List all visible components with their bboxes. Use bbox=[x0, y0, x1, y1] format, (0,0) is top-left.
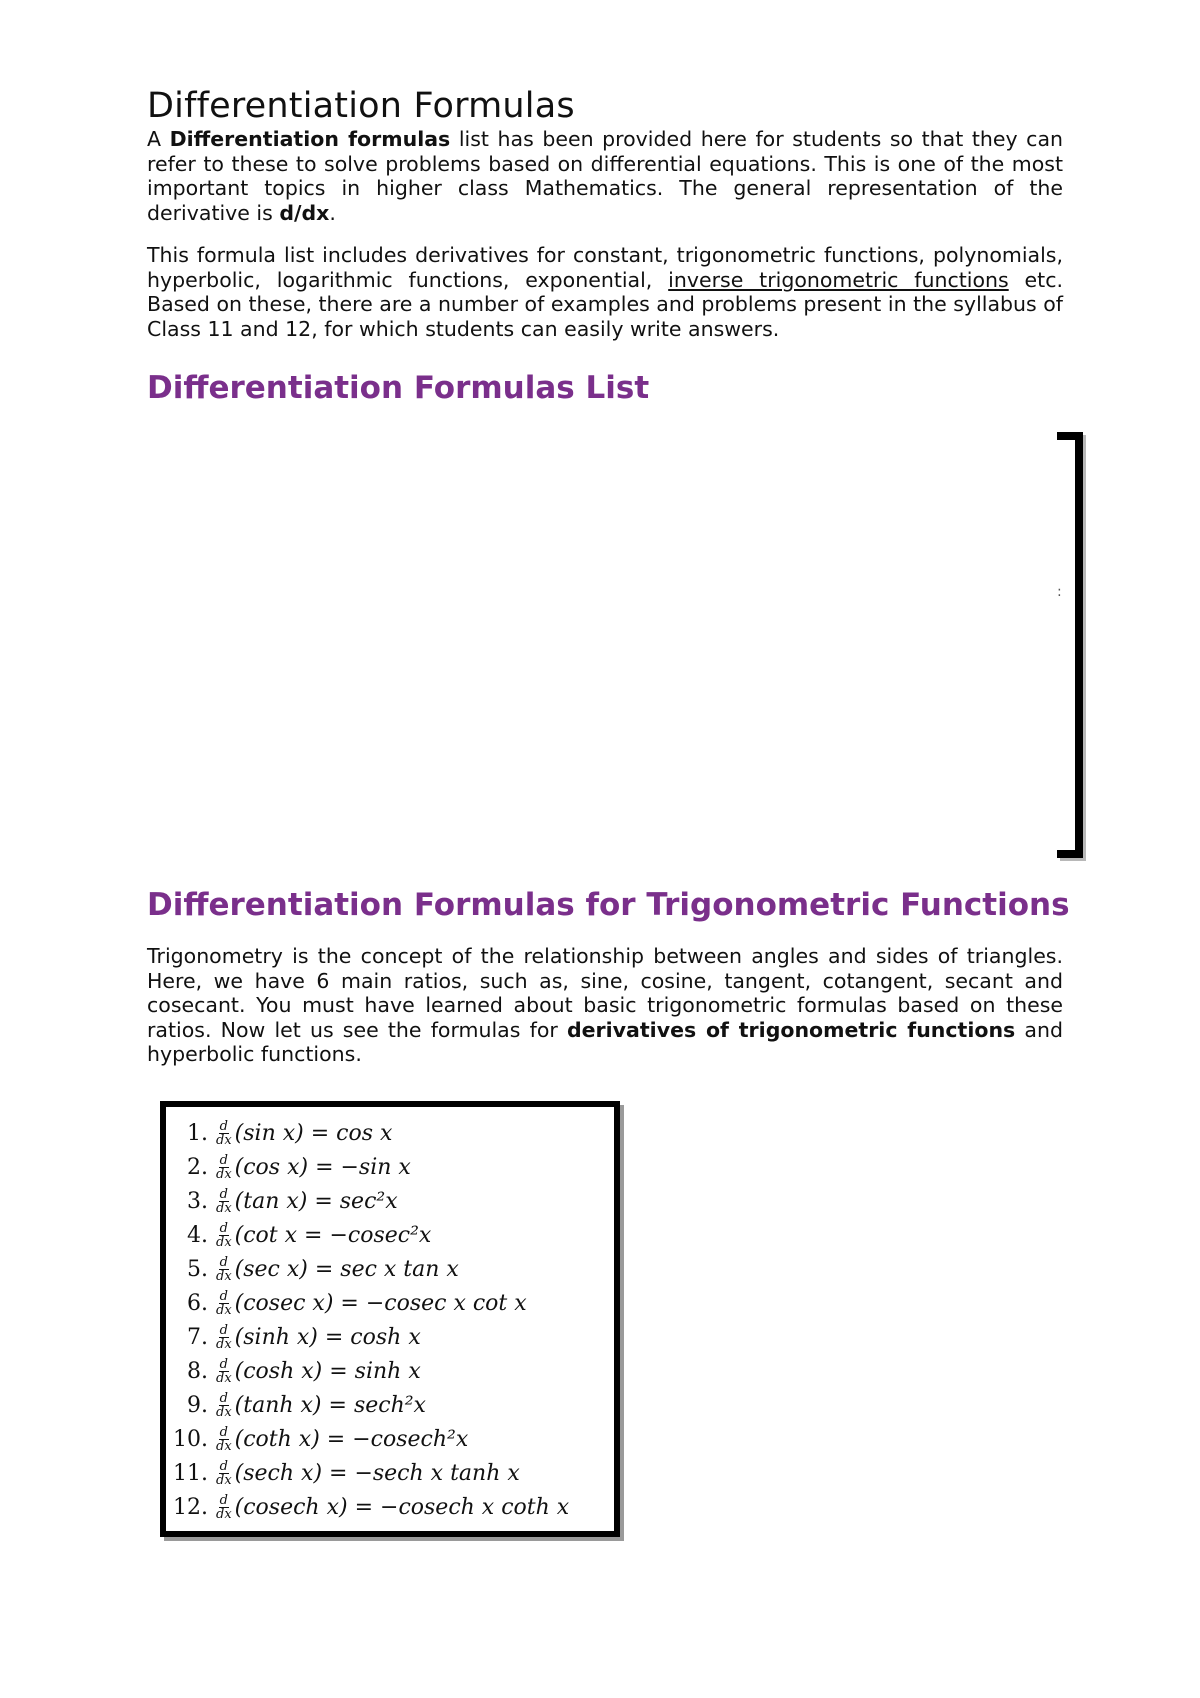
formula-expression: (cosec x) = −cosec x cot x bbox=[234, 1290, 527, 1316]
formula-expression: (sech x) = −sech x tanh x bbox=[234, 1460, 520, 1486]
operator-numerator: d bbox=[219, 1118, 228, 1134]
operator-numerator: d bbox=[219, 1288, 228, 1304]
formula-row bbox=[166, 1286, 614, 1320]
derivative-notation: d/dx bbox=[279, 200, 330, 225]
formula-expression: (cosech x) = −cosech x coth x bbox=[234, 1494, 570, 1520]
operator-denominator: dx bbox=[216, 1200, 232, 1216]
operator-denominator: dx bbox=[216, 1336, 232, 1352]
derivative-operator bbox=[216, 1358, 232, 1385]
derivative-operator bbox=[216, 1120, 232, 1147]
operator-numerator: d bbox=[219, 1254, 228, 1270]
derivative-operator bbox=[216, 1290, 232, 1317]
formula-row bbox=[166, 1150, 614, 1184]
operator-denominator: dx bbox=[216, 1472, 232, 1488]
formula-row bbox=[166, 1354, 614, 1388]
formula-row bbox=[166, 1422, 614, 1456]
formula-expression: (cot x = −cosec²x bbox=[234, 1222, 432, 1248]
page-title: Differentiation Formulas bbox=[147, 86, 575, 126]
formula-number: 2. bbox=[187, 1154, 208, 1180]
formula-row bbox=[166, 1456, 614, 1490]
trig-paragraph bbox=[147, 944, 1063, 1067]
intro-paragraph bbox=[147, 127, 1063, 225]
section-heading-list: Differentiation Formulas List bbox=[147, 370, 650, 406]
formula-number: 7. bbox=[187, 1324, 208, 1350]
list-text-b: etc. Based on these, there are a number of examples and problems present in the syllabus of Class 11 and 12, for which students can easily write answers. bbox=[147, 267, 1063, 341]
derivative-operator bbox=[216, 1222, 232, 1249]
formula-number: 8. bbox=[187, 1358, 208, 1384]
section-heading-trig: Differentiation Formulas for Trigonometric Functions bbox=[147, 887, 1070, 923]
operator-denominator: dx bbox=[216, 1404, 232, 1420]
operator-numerator: d bbox=[219, 1424, 228, 1440]
formula-number: 1. bbox=[187, 1120, 208, 1146]
trig-text-b: and hyperbolic functions. bbox=[147, 1017, 1063, 1066]
formula-number: 3. bbox=[187, 1188, 208, 1214]
intro-text-b: list has been provided here for students so that they can refer to these to solve problems based on differential equations. This is one of the most important topics in higher class Mathematics. The general representation of the derivative is bbox=[147, 127, 1064, 225]
operator-numerator: d bbox=[219, 1152, 228, 1168]
formula-expression: (cosh x) = sinh x bbox=[234, 1358, 421, 1384]
formula-row bbox=[166, 1252, 614, 1286]
derivative-operator bbox=[216, 1324, 232, 1351]
trig-text-a: Trigonometry is the concept of the relationship between angles and sides of triangles. Here, we have 6 main ratios, such as, sine, cosine, tangent, cotangent, secant and cosecant. You must have learned about basic trigonometric formulas based on these ratios. Now let us see the formulas for bbox=[147, 944, 1063, 1042]
intro-bold-term: Differentiation formulas bbox=[169, 127, 451, 151]
formula-row bbox=[166, 1388, 614, 1422]
list-text-a: This formula list includes derivatives for constant, trigonometric functions, polynomials, hyperbolic, logarithmic functions, exponential, bbox=[147, 243, 1063, 292]
intro-text-a: A bbox=[147, 127, 170, 151]
trig-formula-image bbox=[160, 1101, 620, 1537]
operator-denominator: dx bbox=[216, 1370, 232, 1386]
intro-text-c: . bbox=[329, 200, 336, 225]
derivative-operator bbox=[216, 1426, 232, 1453]
operator-denominator: dx bbox=[216, 1166, 232, 1182]
operator-numerator: d bbox=[219, 1322, 228, 1338]
operator-denominator: dx bbox=[216, 1302, 232, 1318]
formula-number: 5. bbox=[187, 1256, 208, 1282]
derivative-operator bbox=[216, 1256, 232, 1283]
operator-numerator: d bbox=[219, 1492, 228, 1508]
derivative-operator bbox=[216, 1494, 232, 1521]
operator-numerator: d bbox=[219, 1390, 228, 1406]
formula-expression: (coth x) = −cosech²x bbox=[234, 1426, 469, 1452]
derivative-operator bbox=[216, 1392, 232, 1419]
operator-numerator: d bbox=[219, 1356, 228, 1372]
operator-denominator: dx bbox=[216, 1268, 232, 1284]
formula-row bbox=[166, 1218, 614, 1252]
formula-expression: (sinh x) = cosh x bbox=[234, 1324, 421, 1350]
formula-number: 4. bbox=[187, 1222, 208, 1248]
formula-row bbox=[166, 1184, 614, 1218]
formula-row bbox=[166, 1490, 614, 1524]
formula-row bbox=[166, 1116, 614, 1150]
stray-mark: : bbox=[1057, 584, 1062, 600]
formula-number: 9. bbox=[187, 1392, 208, 1418]
formula-number: 12. bbox=[173, 1494, 208, 1520]
formula-expression: (tan x) = sec²x bbox=[234, 1188, 398, 1214]
formula-expression: (cos x) = −sin x bbox=[234, 1154, 411, 1180]
derivative-operator bbox=[216, 1154, 232, 1181]
operator-denominator: dx bbox=[216, 1438, 232, 1454]
image-frame-bracket bbox=[1057, 432, 1083, 858]
derivative-operator bbox=[216, 1188, 232, 1215]
operator-numerator: d bbox=[219, 1186, 228, 1202]
inverse-trig-link[interactable]: inverse trigonometric functions bbox=[668, 267, 1009, 292]
trig-bold-term: derivatives of trigonometric functions bbox=[566, 1017, 1016, 1042]
operator-numerator: d bbox=[219, 1458, 228, 1474]
operator-numerator: d bbox=[219, 1220, 228, 1236]
formula-list bbox=[166, 1107, 614, 1524]
formula-number: 10. bbox=[173, 1426, 208, 1452]
operator-denominator: dx bbox=[216, 1132, 232, 1148]
formula-expression: (sec x) = sec x tan x bbox=[234, 1256, 459, 1282]
derivative-operator bbox=[216, 1460, 232, 1487]
formula-expression: (sin x) = cos x bbox=[234, 1120, 393, 1146]
formula-row bbox=[166, 1320, 614, 1354]
formula-list-paragraph bbox=[147, 243, 1063, 341]
operator-denominator: dx bbox=[216, 1234, 232, 1250]
formula-number: 6. bbox=[187, 1290, 208, 1316]
formula-expression: (tanh x) = sech²x bbox=[234, 1392, 426, 1418]
formula-number: 11. bbox=[173, 1460, 208, 1486]
operator-denominator: dx bbox=[216, 1506, 232, 1522]
